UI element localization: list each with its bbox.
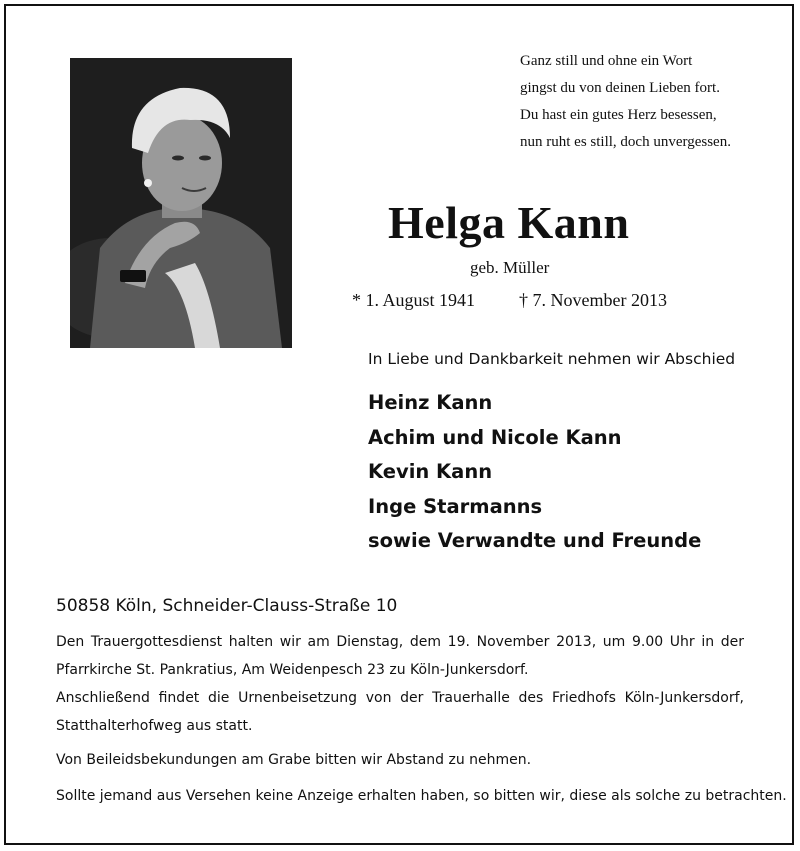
poem-line: Du hast ein gutes Herz besessen, [520, 107, 717, 123]
notice-paragraph: Sollte jemand aus Versehen keine Anzeige erhalten haben, so bitten wir, diese als solche zu betrachten. [56, 788, 787, 804]
birth-date: * 1. August 1941 [352, 290, 476, 310]
poem-line: nun ruht es still, doch unvergessen. [520, 134, 731, 150]
portrait-illustration [70, 58, 292, 348]
family-address: 50858 Köln, Schneider-Clauss-Straße 10 [56, 596, 398, 616]
death-date: † 7. November 2013 [519, 290, 667, 310]
burial-paragraph: Anschließend findet die Urnenbeisetzung von der Trauerhalle des Friedhofs Köln-Junkersdorf, Statthalterhofweg aus statt. [56, 690, 744, 734]
mourner-name: sowie Verwandte und Freunde [368, 529, 702, 552]
mourner-name: Kevin Kann [368, 460, 493, 483]
portrait-photo [70, 58, 292, 348]
mourner-name: Inge Starmanns [368, 494, 543, 518]
deceased-name: Helga Kann [388, 197, 630, 248]
service-paragraph: Den Trauergottesdienst halten wir am Dienstag, dem 19. November 2013, um 9.00 Uhr in der Pfarrkirche St. Pankratius, Am Weidenpesch 23 zu Köln-Junkersdorf. [56, 634, 744, 678]
birth-name: geb. Müller [470, 258, 550, 277]
poem-line: gingst du von deinen Lieben fort. [520, 80, 720, 96]
mourner-name: Achim und Nicole Kann [368, 425, 622, 449]
poem-line: Ganz still und ohne ein Wort [520, 53, 693, 69]
condolence-paragraph: Von Beileidsbekundungen am Grabe bitten wir Abstand zu nehmen. [56, 752, 532, 768]
mourner-name: Heinz Kann [368, 391, 493, 414]
mourners-list [368, 386, 701, 559]
farewell-intro: In Liebe und Dankbarkeit nehmen wir Abschied [368, 350, 736, 368]
poem [520, 48, 731, 156]
